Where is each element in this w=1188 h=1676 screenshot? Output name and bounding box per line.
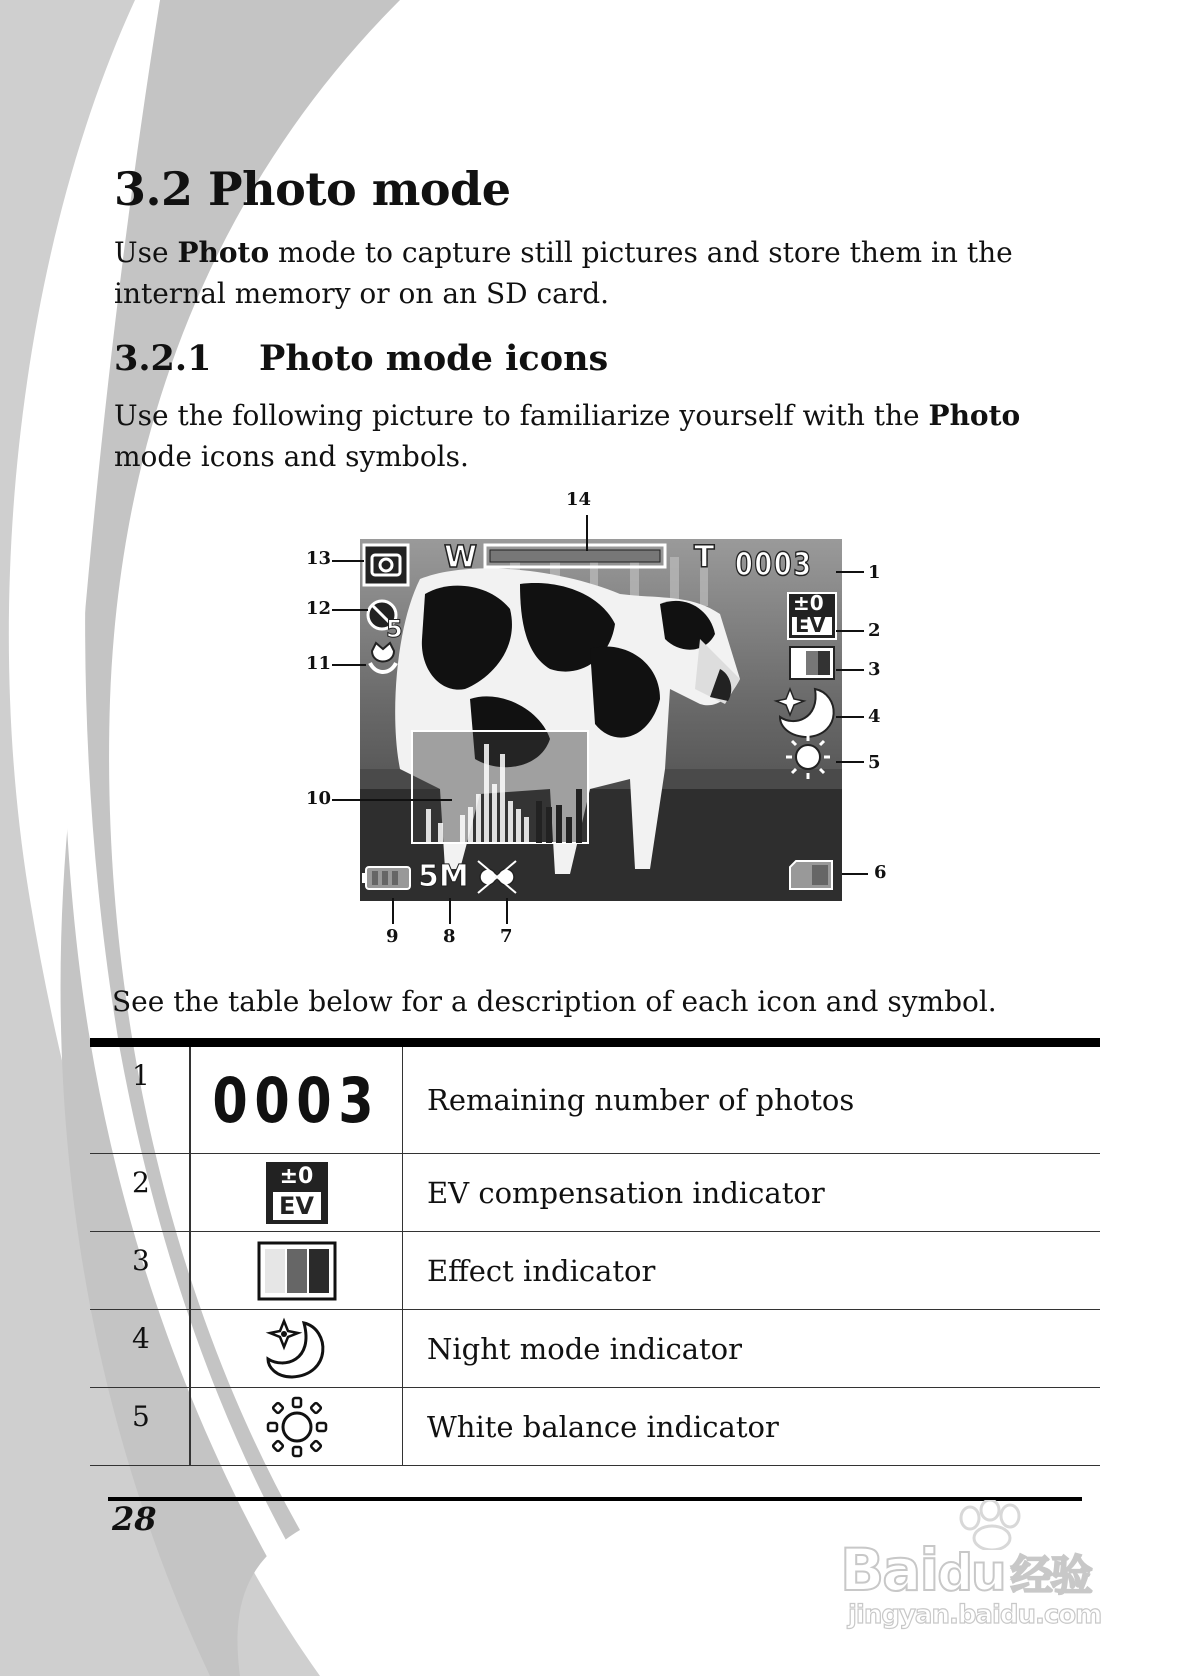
zoom-wide-label: W (444, 540, 478, 575)
row-description: Remaining number of photos (403, 1047, 1101, 1154)
zoom-tele-label: T (694, 540, 715, 575)
subsection-heading (114, 338, 608, 379)
table-row (90, 1232, 1100, 1310)
leader-5 (836, 761, 864, 763)
familiarize-bold-photo: Photo (928, 399, 1021, 432)
page-number: 28 (112, 1500, 157, 1538)
leader-12 (332, 609, 368, 611)
watermark-jingyan: 经验 (1010, 1551, 1091, 1600)
lcd-scene (360, 539, 842, 901)
callout-8: 8 (443, 926, 456, 947)
watermark-du: du (937, 1544, 1005, 1602)
subsection-number: 3.2.1 (114, 338, 212, 379)
table-row (90, 1388, 1100, 1466)
row-description: Night mode indicator (403, 1310, 1101, 1388)
callout-14: 14 (566, 489, 592, 510)
row-number: 1 (90, 1047, 190, 1154)
callout-11: 11 (306, 653, 332, 674)
ev-icon-bottom: EV (271, 1190, 323, 1222)
familiarize-text-pre: Use the following picture to familiarize yourself with the (114, 399, 929, 432)
callout-5: 5 (868, 752, 881, 773)
leader-8 (449, 898, 451, 924)
table-top-rule (90, 1038, 1100, 1047)
intro-text-post2: internal memory or on an SD card. (114, 277, 610, 310)
callout-3: 3 (868, 659, 881, 680)
white-balance-sun-icon (190, 1388, 403, 1466)
leader-14 (586, 515, 588, 551)
callout-6: 6 (874, 862, 887, 883)
icon-table (90, 1047, 1100, 1466)
row-number: 2 (90, 1154, 190, 1232)
camera-mode-icon (364, 545, 408, 585)
leader-3 (836, 669, 864, 671)
callout-2: 2 (868, 620, 881, 641)
camera-lcd-diagram (360, 539, 842, 901)
callout-10: 10 (306, 788, 332, 809)
ev-icon-top: ±0 (279, 1163, 314, 1189)
callout-9: 9 (386, 926, 399, 947)
familiarize-text-post: mode icons and symbols. (114, 440, 469, 473)
histogram-icon (412, 731, 588, 843)
leader-13 (332, 560, 364, 562)
sd-card-icon (790, 861, 832, 889)
table-row (90, 1047, 1100, 1154)
leader-2 (836, 630, 864, 632)
effect-indicator-icon (190, 1232, 403, 1310)
leader-6 (842, 873, 868, 875)
row-description: White balance indicator (403, 1388, 1101, 1466)
row-description: EV compensation indicator (403, 1154, 1101, 1232)
intro-text-post1: mode to capture still pictures and store them in the (269, 236, 1013, 269)
baidu-watermark (840, 1500, 1120, 1630)
row-description: Effect indicator (403, 1232, 1101, 1310)
leader-7 (506, 898, 508, 924)
leader-4 (836, 716, 864, 718)
effect-icon (790, 647, 834, 679)
leader-1 (836, 571, 864, 573)
photo-count-label: 0003 (735, 545, 813, 583)
callout-1: 1 (868, 562, 881, 583)
callout-12: 12 (306, 598, 332, 619)
row-number: 3 (90, 1232, 190, 1310)
resolution-label: 5M (418, 859, 469, 894)
table-intro: See the table below for a description of each icon and symbol. (112, 985, 997, 1018)
leader-11 (332, 664, 366, 666)
intro-paragraph (114, 232, 1074, 314)
callout-4: 4 (868, 706, 881, 727)
intro-bold-photo: Photo (177, 236, 270, 269)
ev-top-label: ±0 (793, 591, 824, 615)
night-mode-icon (190, 1310, 403, 1388)
table-row (90, 1154, 1100, 1232)
photo-count-icon (190, 1047, 403, 1154)
leader-9 (392, 898, 394, 924)
section-heading: 3.2 Photo mode (114, 162, 511, 216)
battery-icon (362, 867, 410, 889)
ev-bottom-label: EV (795, 613, 826, 637)
photo-count-digits: 0003 (212, 1063, 381, 1137)
row-number: 4 (90, 1310, 190, 1388)
subsection-title: Photo mode icons (259, 338, 609, 379)
ev-compensation-icon (190, 1154, 403, 1232)
watermark-bai: Bai (840, 1536, 938, 1604)
row-number: 5 (90, 1388, 190, 1466)
leader-10 (332, 799, 452, 801)
watermark-url: jingyan.baidu.com (848, 1600, 1102, 1630)
callout-13: 13 (306, 548, 332, 569)
table-row (90, 1310, 1100, 1388)
self-timer-label: 5 (386, 615, 403, 643)
familiarize-paragraph (114, 395, 1074, 477)
intro-text-pre: Use (114, 236, 178, 269)
callout-7: 7 (500, 926, 513, 947)
